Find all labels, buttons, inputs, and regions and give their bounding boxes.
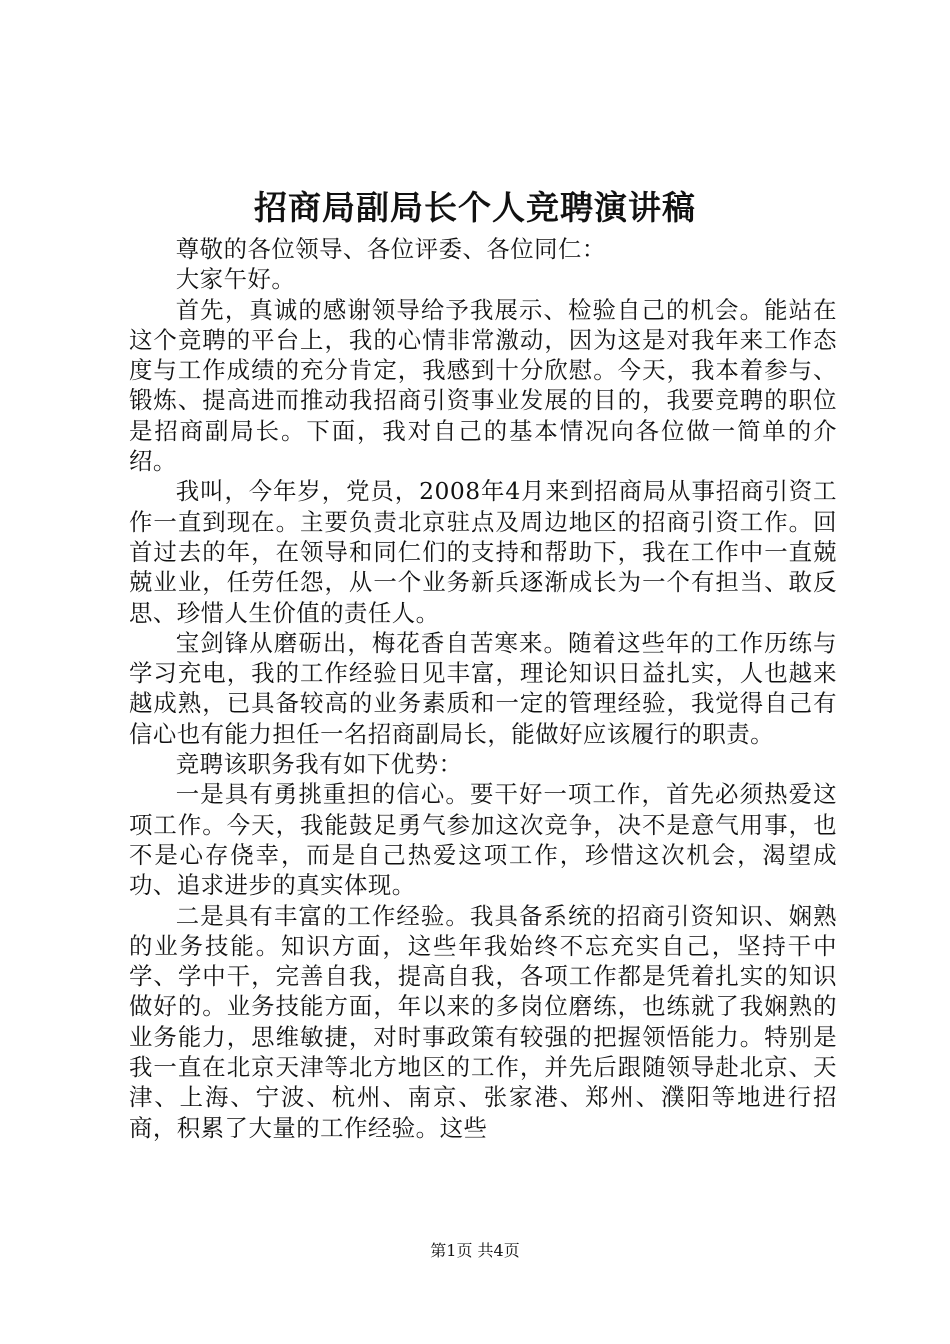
document-title: 招商局副局长个人竞聘演讲稿 bbox=[254, 188, 696, 227]
page-footer: 第1页 共4页 bbox=[430, 1241, 520, 1260]
paragraph-advantage-two: 二是具有丰富的工作经验。我具备系统的招商引资知识、娴熟的业务技能。知识方面，这些年我始终不忘充实自己，坚持干中学、学中干，完善自我，提高自我，各项工作都是凭着扎实的知识做好的。业务技能方面，年以来的多岗位磨练，也练就了我娴熟的业务能力，思维敏捷，对时事政策有较强的把握领悟能力。特别是我一直在北京天津等北方地区的工作，并先后跟随领导赴北京、天津、上海、宁波、杭州、南京、张家港、郑州、濮阳等地进行招商，积累了大量的工作经验。这些 bbox=[129, 901, 837, 1142]
paragraph-advantages-heading: 竞聘该职务我有如下优势： bbox=[175, 750, 463, 779]
paragraph-salutation: 大家午好。 bbox=[175, 265, 296, 294]
paragraph-advantage-one: 一是具有勇挑重担的信心。要干好一项工作，首先必须热爱这项工作。今天，我能鼓足勇气参加这次竞争，决不是意气用事，也不是心存侥幸，而是自己热爱这项工作，珍惜这次机会，渴望成功、追求进步的真实体现。 bbox=[129, 780, 837, 900]
document-body bbox=[129, 234, 837, 1143]
paragraph-qualification: 宝剑锋从磨砺出，梅花香自苦寒来。随着这些年的工作历练与学习充电，我的工作经验日见丰富，理论知识日益扎实，人也越来越成熟，已具备较高的业务素质和一定的管理经验，我觉得自己有信心也有能力担任一名招商副局长，能做好应该履行的职责。 bbox=[129, 628, 837, 748]
paragraph-greeting: 尊敬的各位领导、各位评委、各位同仁： bbox=[175, 235, 606, 263]
paragraph-introduction: 我叫，今年岁，党员，2008年4月来到招商局从事招商引资工作一直到现在。主要负责北京驻点及周边地区的招商引资工作。回首过去的年，在领导和同仁们的支持和帮助下，我在工作中一直兢兢业业，任劳任怨，从一个业务新兵逐渐成长为一个有担当、敢反思、珍惜人生价值的责任人。 bbox=[129, 477, 837, 627]
paragraph-opening: 首先，真诚的感谢领导给予我展示、检验自己的机会。能站在这个竞聘的平台上，我的心情非常激动，因为这是对我年来工作态度与工作成绩的充分肯定，我感到十分欣慰。今天，我本着参与、锻炼、提高进而推动我招商引资事业发展的目的，我要竞聘的职位是招商副局长。下面，我对自己的基本情况向各位做一简单的介绍。 bbox=[129, 295, 837, 476]
